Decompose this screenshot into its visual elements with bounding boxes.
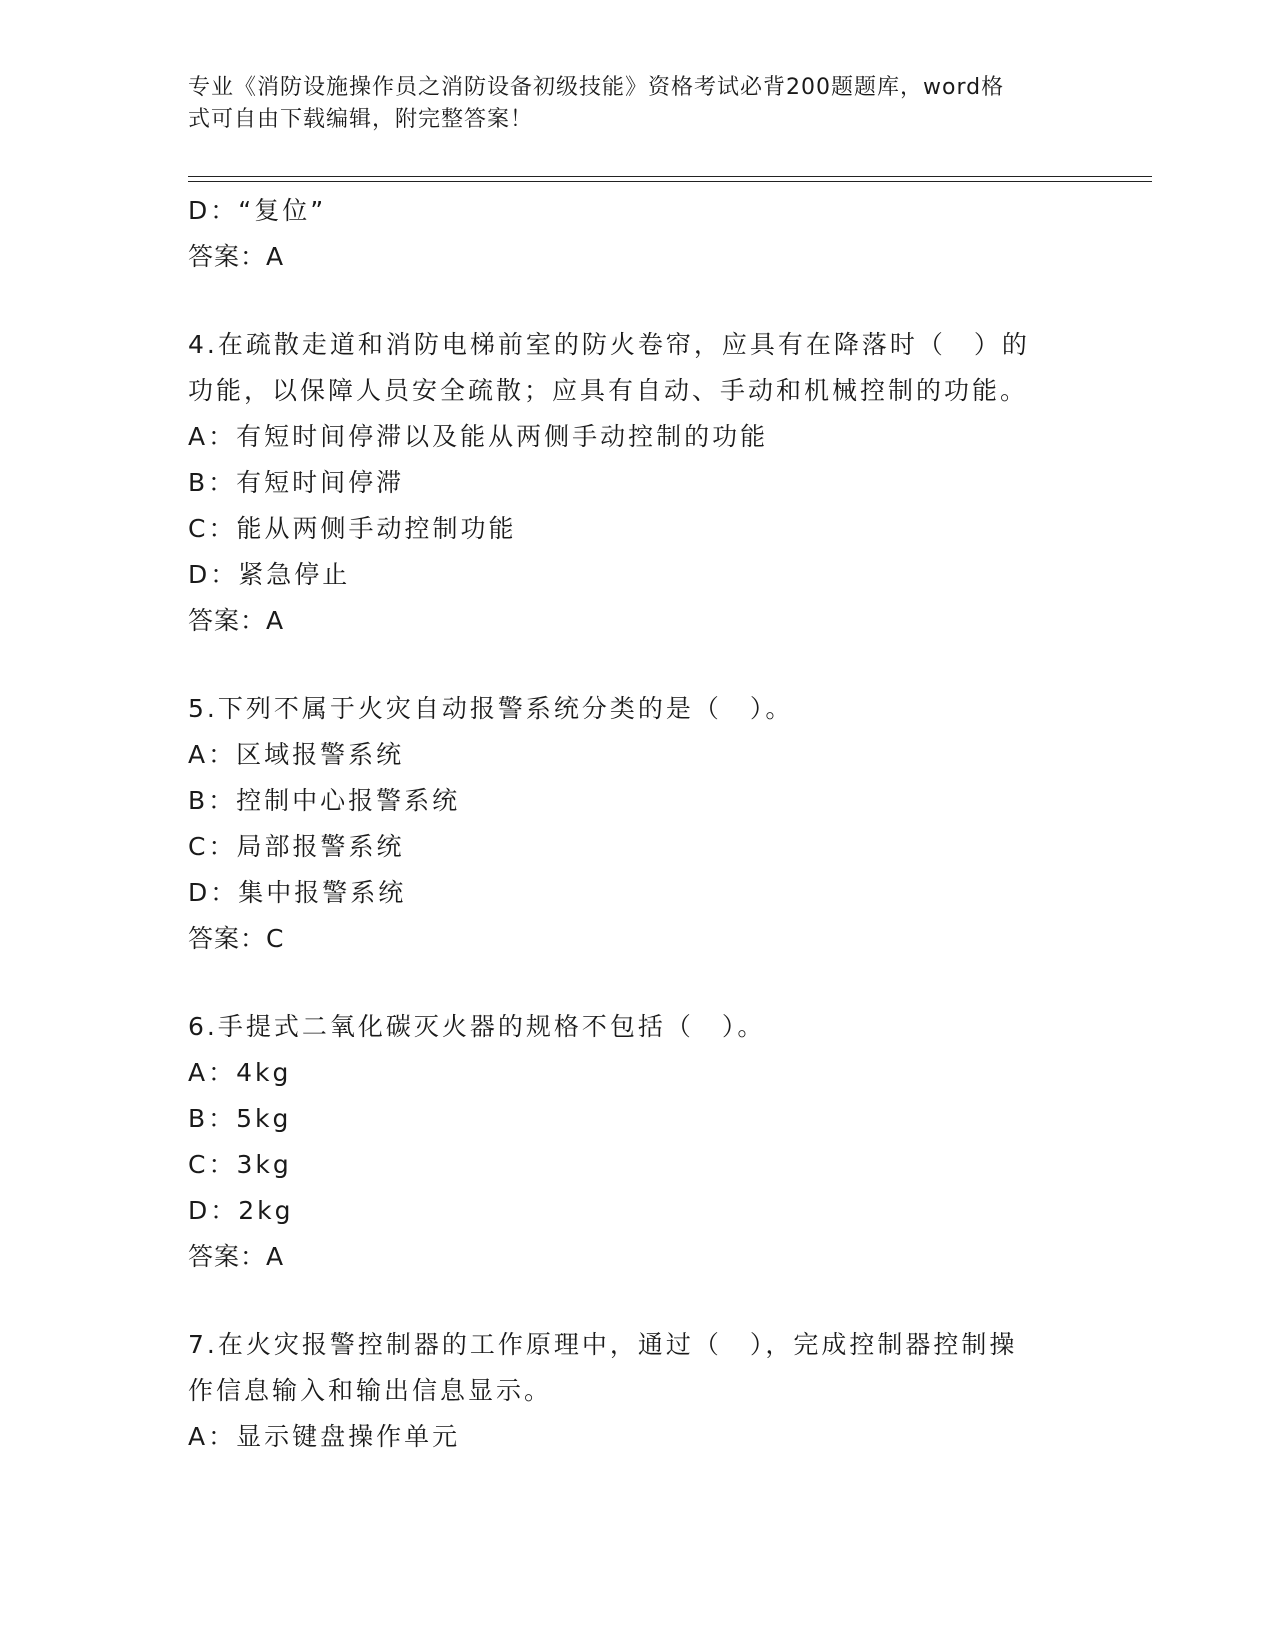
answer: 答案：A	[188, 606, 285, 635]
option-d: D：紧急停止	[188, 560, 351, 589]
option-c: C：3kg	[188, 1150, 292, 1179]
question-4	[188, 322, 1088, 644]
option-b: B：5kg	[188, 1104, 292, 1133]
answer: 答案：A	[188, 242, 285, 271]
spacer	[188, 280, 1088, 322]
question-7	[188, 1322, 1088, 1460]
question-stem: 4.在疏散走道和消防电梯前室的防火卷帘，应具有在降落时（ ）的	[188, 330, 1030, 359]
document-header	[188, 72, 1068, 136]
question-list	[188, 188, 1088, 1460]
question-stem: 功能，以保障人员安全疏散；应具有自动、手动和机械控制的功能。	[188, 376, 1029, 405]
header-divider-top	[188, 176, 1152, 177]
option-a: A：区域报警系统	[188, 740, 405, 769]
option-c: C：能从两侧手动控制功能	[188, 514, 517, 543]
header-title-line-1: 专业《消防设施操作员之消防设备初级技能》资格考试必背200题题库，word格	[188, 75, 1005, 100]
option-d: D：2kg	[188, 1196, 294, 1225]
option-c: C：局部报警系统	[188, 832, 405, 861]
question-5	[188, 686, 1088, 962]
answer: 答案：A	[188, 1242, 285, 1271]
answer: 答案：C	[188, 924, 285, 953]
option-b: B：控制中心报警系统	[188, 786, 461, 815]
spacer	[188, 962, 1088, 1004]
question-6	[188, 1004, 1088, 1280]
spacer	[188, 1280, 1088, 1322]
question-stem: 作信息输入和输出信息显示。	[188, 1376, 553, 1405]
option-d: D：“复位”	[188, 196, 327, 225]
option-a: A：有短时间停滞以及能从两侧手动控制的功能	[188, 422, 769, 451]
question-3-tail	[188, 188, 1088, 280]
header-divider-bottom	[188, 181, 1152, 182]
question-stem: 6.手提式二氧化碳灭火器的规格不包括（ ）。	[188, 1012, 766, 1041]
header-title-line-2: 式可自由下载编辑，附完整答案！	[188, 107, 534, 132]
option-b: B：有短时间停滞	[188, 468, 405, 497]
option-a: A：显示键盘操作单元	[188, 1422, 461, 1451]
option-a: A：4kg	[188, 1058, 292, 1087]
question-stem: 7.在火灾报警控制器的工作原理中，通过（ ），完成控制器控制操	[188, 1330, 1018, 1359]
option-d: D：集中报警系统	[188, 878, 407, 907]
question-stem: 5.下列不属于火灾自动报警系统分类的是（ ）。	[188, 694, 794, 723]
spacer	[188, 644, 1088, 686]
